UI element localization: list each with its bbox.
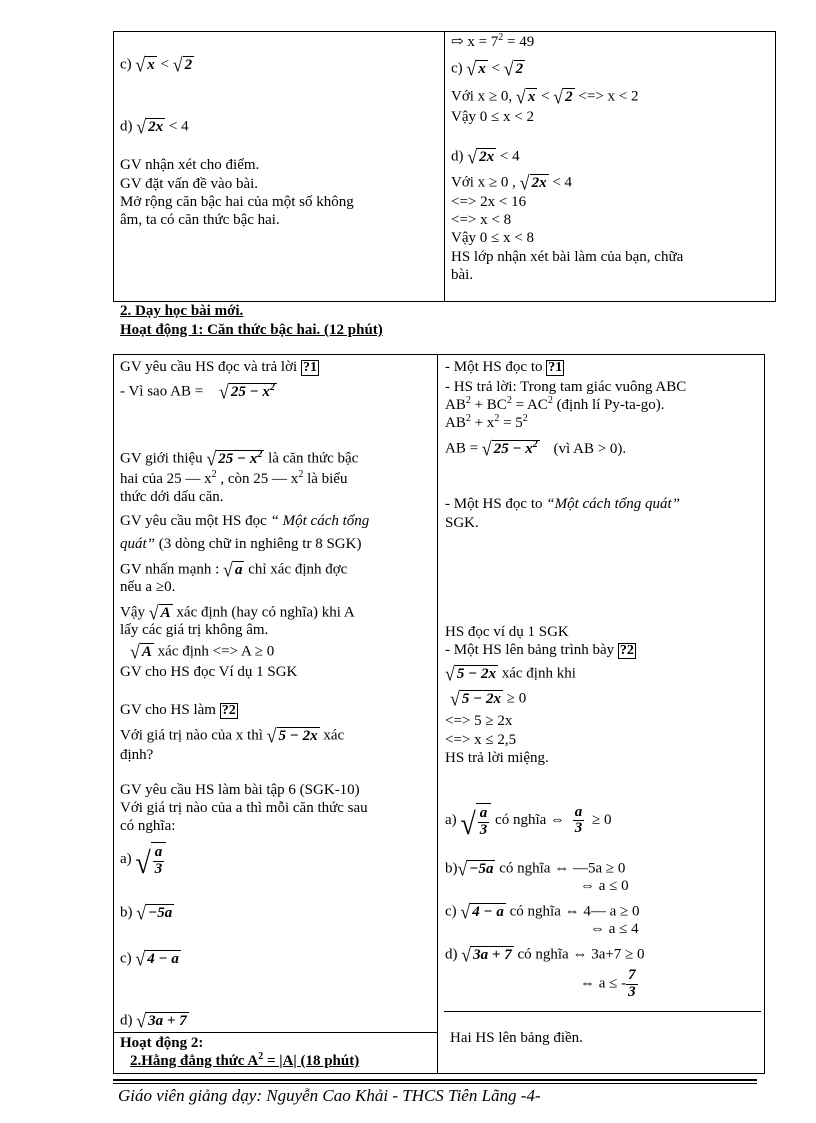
ml-17: GV yêu cầu HS làm bài tập 6 (SGK-10) [120, 782, 360, 798]
top-gv1: GV nhận xét cho điểm. [120, 157, 260, 173]
ml-7: quát” (3 dòng chữ in nghiêng tr 8 SGK) [120, 536, 362, 552]
mr-9: - Một HS lên bảng trình bày ?2 [445, 642, 634, 658]
top-r6: Với x ≥ 0 , √ 2x < 4 [451, 172, 573, 195]
top-gv4: âm, ta có căn thức bậc hai. [120, 212, 280, 228]
mr-2: - HS trả lời: Trong tam giác vuông ABC [445, 379, 687, 395]
ml-8: GV nhấn mạnh : √ a chỉ xác định đợc [120, 559, 348, 582]
ml-16: định? [120, 747, 154, 763]
footer-rule-bottom [113, 1083, 757, 1084]
ml-4: hai của 25 — $x^2$ , còn 25 — $x^2$ là biểu [120, 469, 348, 487]
question-badge-2-right: ?2 [619, 643, 634, 658]
activity-1-title: Hoạt động 1: Căn thức bậc hai. (12 phút) [120, 322, 383, 338]
top-c-expr: c) √ x < √ 2 [120, 54, 193, 77]
top-r8: <=> x < 8 [451, 212, 512, 228]
arrow-right-icon: ⇨ [451, 34, 464, 50]
mr-4: $AB^2 + x^2 = 5^2$ [445, 413, 528, 431]
sqrt-x: √ x [135, 54, 155, 77]
left-row-divider [113, 1032, 437, 1033]
ml-d: d) √ 3a + 7 [120, 1010, 187, 1033]
mr-a: a) √ $\frac{a}{3}$ có nghĩa ⇔ $\frac{a}{3}$ ≥ 0 [445, 803, 612, 841]
page-footer: Giáo viên giảng dạy: Nguyễn Cao Khải - THCS Tiên Lãng -4- [118, 1086, 541, 1105]
main-table-divider [437, 354, 438, 1074]
top-gv3: Mở rộng căn bậc hai của một số không [120, 194, 354, 210]
mr-7: SGK. [445, 515, 479, 531]
mr-1: - Một HS đọc to ?1 [445, 359, 563, 375]
mr-b: b) √ −5a có nghĩa ⇔ —5a ≥ 0 [445, 858, 626, 881]
mr-13: <=> x ≤ 2,5 [445, 732, 517, 748]
ml-19: có nghĩa: [120, 818, 176, 834]
mr-d: d) √ 3a + 7 có nghĩa ⇔ 3a+7 ≥ 0 [445, 944, 645, 967]
top-r10: HS lớp nhận xét bài làm của bạn, chữa [451, 249, 684, 265]
mr-10: √ 5 − 2x xác định khi [445, 663, 576, 686]
activity-2-title: 2.Hằng đẳng thức $A^2 = |A|$ (18 phút) [130, 1051, 360, 1069]
ml-a: a) √ $\frac{a}{3}$ [120, 842, 166, 878]
radical-icon: √ [135, 54, 146, 77]
top-table-divider [444, 31, 445, 302]
sqrt-2: √ 2 [172, 54, 193, 77]
ml-18: Với giá trị nào của a thì mỗi căn thức sau [120, 800, 368, 816]
mr-8: HS đọc ví dụ 1 SGK [445, 624, 569, 640]
ml-11: lấy các giá trị không âm. [120, 622, 269, 638]
ml-10: Vậy √ A xác định (hay có nghĩa) khi A [120, 602, 355, 625]
mr-c2: ⇔ a ≤ 4 [590, 921, 639, 937]
ml-5: thức dới dấu căn. [120, 489, 224, 505]
top-r2: c) √ x < √ 2 [451, 58, 524, 81]
section-title: 2. Dạy học bài mới. [120, 303, 244, 319]
ml-6: GV yêu cầu một HS đọc “ Một cách tổng [120, 513, 370, 529]
top-r5: d) √ 2x < 4 [451, 146, 520, 169]
ml-9: nếu a ≥0. [120, 579, 176, 595]
mr-5: AB = √ $25 - x^2$ (vì AB > 0). [445, 438, 627, 461]
top-r7: <=> 2x < 16 [451, 194, 527, 210]
top-r3: Với x ≥ 0, √ x < √ 2 <=> x < 2 [451, 86, 639, 109]
top-r4: Vậy 0 ≤ x < 2 [451, 109, 534, 125]
top-r9: Vậy 0 ≤ x < 8 [451, 230, 534, 246]
mr-12: <=> 5 ≥ 2x [445, 713, 513, 729]
ml-2: - Vì sao AB = √ $25 - x^2$ [120, 381, 275, 404]
mr-b2: ⇔ a ≤ 0 [580, 878, 629, 894]
activity-2-label: Hoạt động 2: [120, 1035, 204, 1051]
footer-rule-top [113, 1079, 757, 1081]
question-badge-2: ?2 [221, 703, 236, 718]
top-r11: bài. [451, 267, 474, 283]
mr-c: c) √ 4 − a có nghĩa ⇔ 4— a ≥ 0 [445, 901, 640, 924]
mr-last: Hai HS lên bảng điền. [450, 1030, 583, 1046]
ml-13: GV cho HS đọc Ví dụ 1 SGK [120, 664, 298, 680]
mr-14: HS trả lời miệng. [445, 750, 549, 766]
mr-3: $AB^2 + BC^2 = AC^2$ (định lí Py-ta-go). [445, 395, 665, 413]
top-d-expr: d) √ 2x < 4 [120, 116, 189, 139]
question-badge-1-right: ?1 [548, 360, 563, 375]
mr-6: - Một HS đọc to “Một cách tổng quát” [445, 496, 680, 512]
mr-d2: ⇔ a ≤ - $\frac{7}{3}$ [580, 967, 636, 1000]
ml-14: GV cho HS làm ?2 [120, 702, 236, 718]
ml-c: c) √ 4 − a [120, 948, 179, 971]
ml-15: Với giá trị nào của x thì √ 5 − 2x xác [120, 725, 345, 748]
ml-3: GV giới thiệu √ $25 - x^2$ là căn thức bậc [120, 448, 359, 471]
top-r1: ⇨ $x = 7^2 = 49$ [451, 32, 535, 50]
right-row-divider [444, 1011, 761, 1012]
top-gv2: GV đặt vấn đề vào bài. [120, 176, 259, 192]
question-badge-1: ?1 [302, 360, 317, 375]
ml-b: b) √ −5a [120, 902, 173, 925]
mr-11: √ 5 − 2x ≥ 0 [450, 688, 527, 711]
ml-1: GV yêu cầu HS đọc và trả lời ?1 [120, 359, 317, 375]
ml-12: √ A xác định <=> A ≥ 0 [130, 641, 275, 664]
